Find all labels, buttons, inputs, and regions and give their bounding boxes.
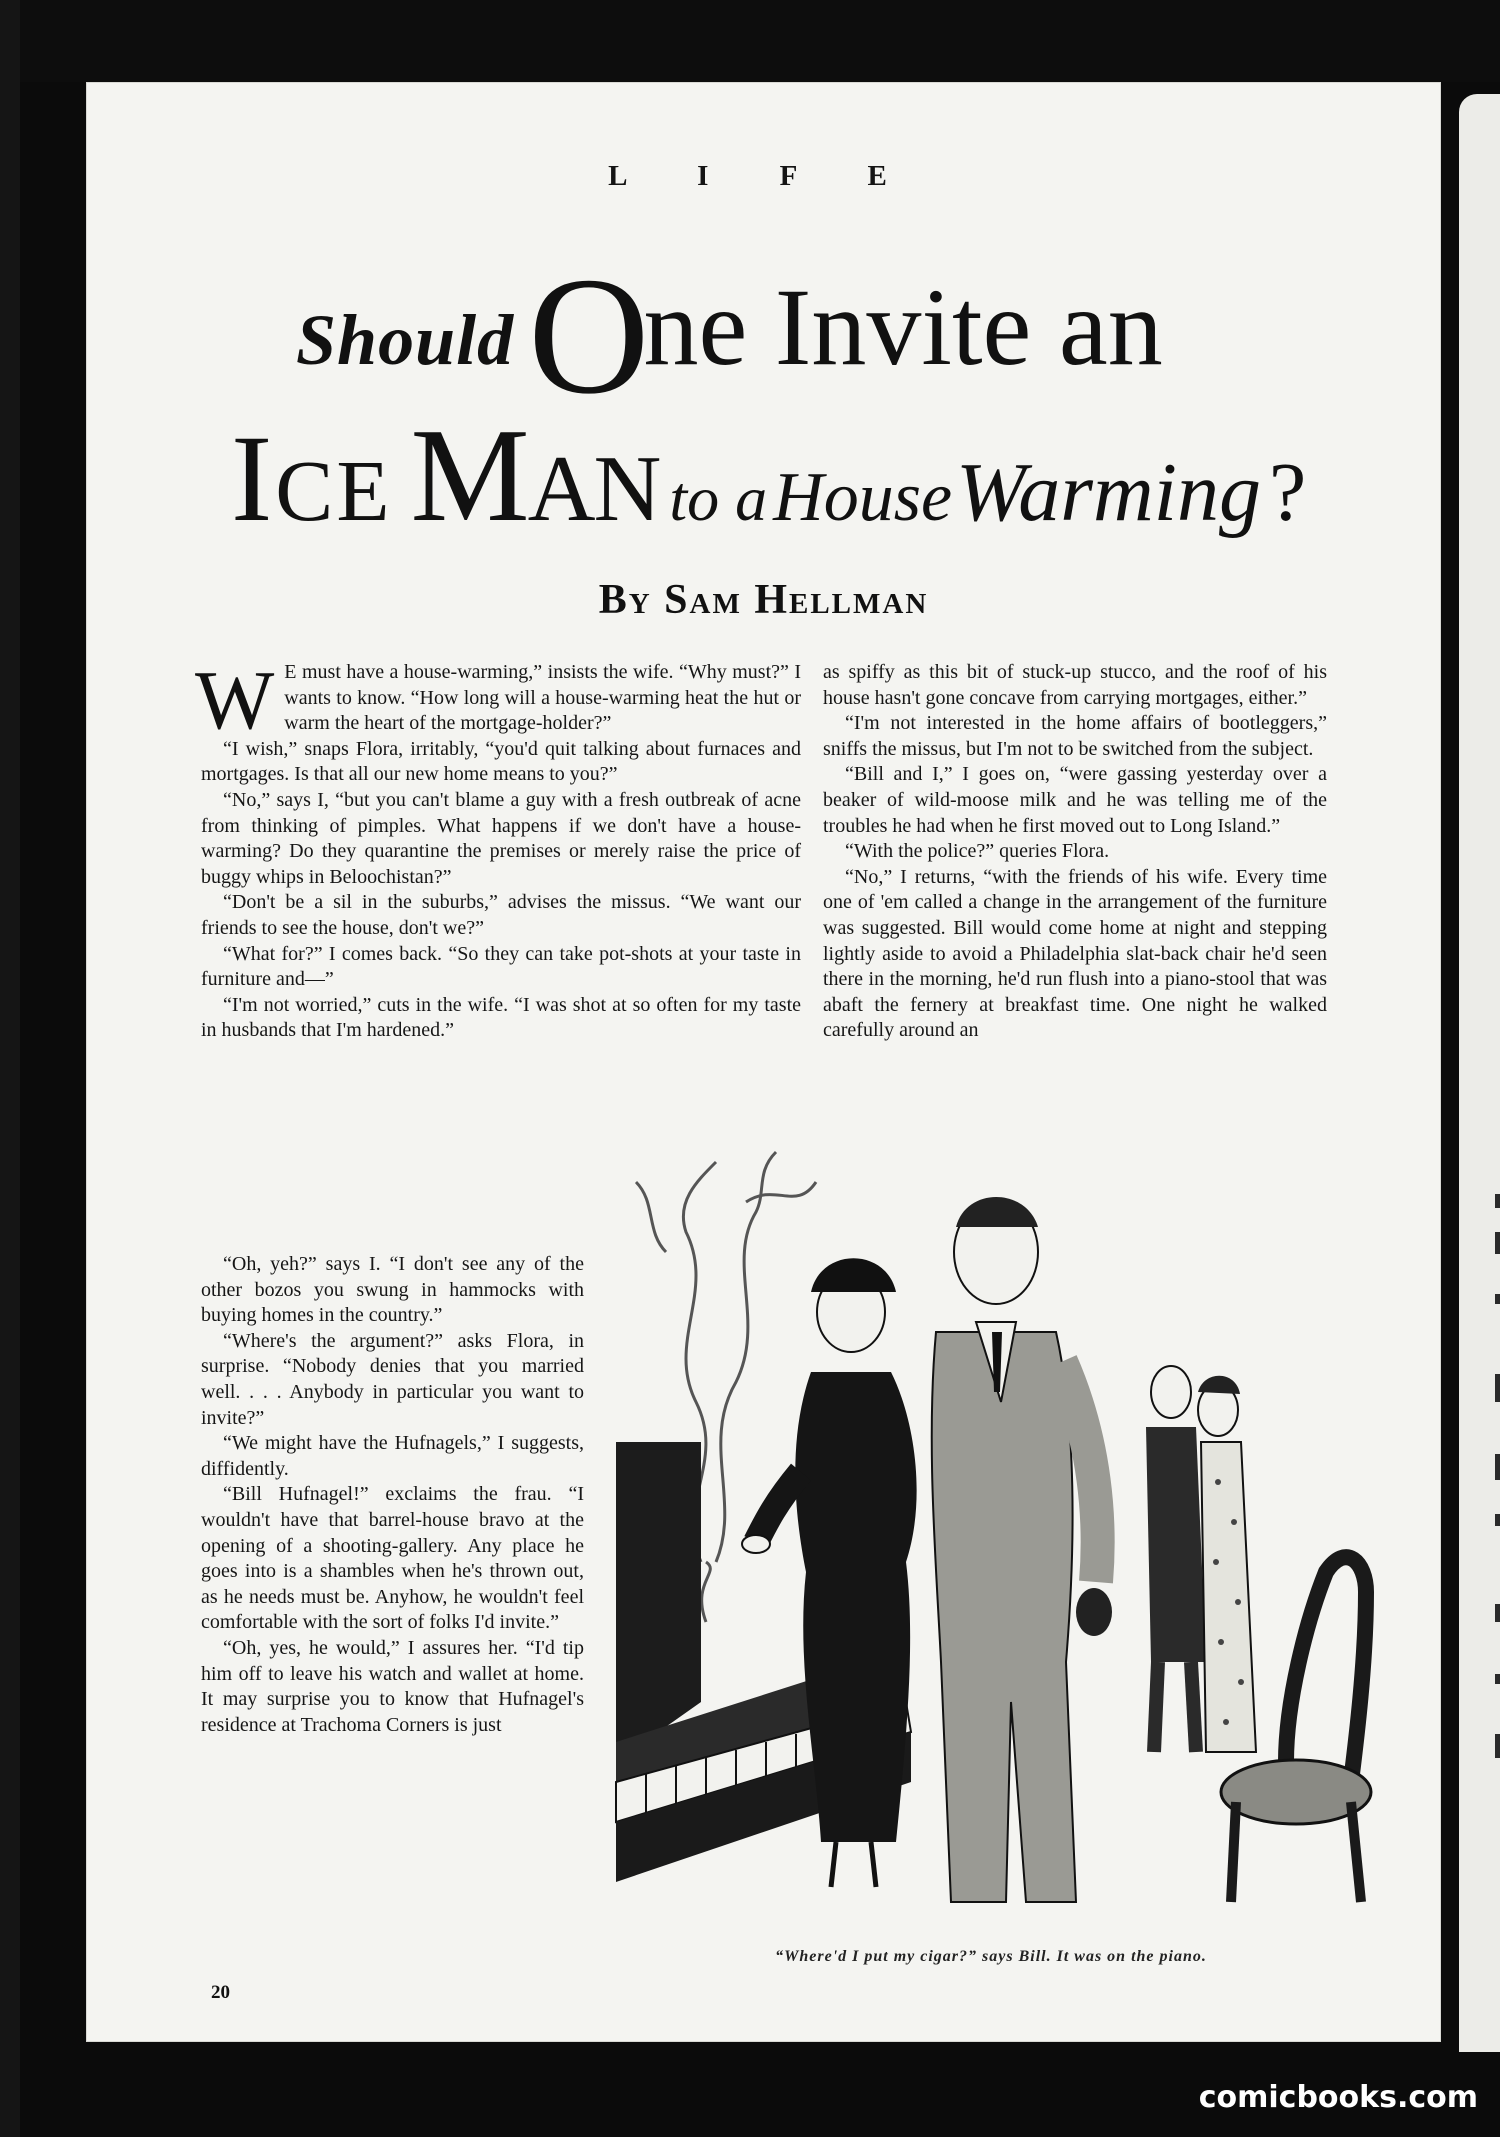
headline-warming: Warming: [956, 446, 1261, 539]
paragraph: “I'm not worried,” cuts in the wife. “I was shot at so often for my taste in husbands that I'm hardened.”: [201, 993, 801, 1042]
headline-house: House: [773, 459, 953, 536]
paragraph: W E must have a house-warming,” insists the wife. “Why must?” I wants to know. “How long will a house-warming heat the hut or warm the heart of the mortgage-holder?”: [195, 654, 801, 747]
headline-to-a: to a: [669, 463, 768, 534]
headline-line-2: [231, 401, 1431, 549]
drop-cap: W: [195, 654, 275, 747]
column-right: [823, 660, 1327, 1044]
headline-ice: Ice: [231, 410, 393, 547]
illustration-caption: “Where'd I put my cigar?” says Bill. It was on the piano.: [775, 1948, 1207, 1965]
paragraph: “Oh, yes, he would,” I assures her. “I'd tip him off to leave his watch and wallet at home. It may surprise you to know that Hufnagel's residence at Trachoma Corners is just: [201, 1636, 584, 1736]
scan-left-edge: [0, 0, 20, 2137]
paragraph: “Bill Hufnagel!” exclaims the frau. “I wouldn't have that barrel-house bravo at the opening of a shooting-gallery. Any place he goes into is a shambles when he's thrown out, as he needs must be. Anyhow, he wouldn't feel comfortable with the sort of folks I'd invite.”: [201, 1483, 584, 1634]
scan-top-edge: [0, 0, 1500, 82]
headline-line-1: [296, 243, 1416, 429]
headline-question-mark: ?: [1269, 446, 1307, 539]
paragraph: “No,” says I, “but you can't blame a guy with a fresh outbreak of acne from thinking of pimples. What happens if we don't have a house-warming? Do they quarantine the premises or merely raise the price of buggy whips in Beloochistan?”: [201, 788, 801, 888]
paragraph: “I wish,” snaps Flora, irritably, “you'd quit talking about furnaces and mortgages. Is that all our new home means to you?”: [201, 737, 801, 786]
paragraph: “Where's the argument?” asks Flora, in surprise. “Nobody denies that you married well. . . . Anybody in particular you want to invite?”: [201, 1329, 584, 1429]
headline-man: Man: [410, 401, 660, 549]
background-couple: [1146, 1366, 1256, 1752]
page-number: 20: [211, 1982, 230, 2003]
headline-should: Should: [296, 300, 515, 380]
magazine-page: [86, 82, 1441, 2042]
column-left-top: [195, 654, 801, 1044]
headline-one-invite: ne Invite an: [643, 266, 1163, 388]
paragraph: “Oh, yeh?” says I. “I don't see any of the other bozos you swung in hammocks with buying homes in the country.”: [201, 1253, 584, 1327]
column-left-bottom: [201, 1252, 584, 1738]
cartoon-illustration: [606, 1142, 1376, 1922]
masthead: L I F E: [608, 160, 919, 192]
man-in-suit: [932, 1197, 1112, 1902]
paragraph: “With the police?” queries Flora.: [845, 840, 1110, 863]
paragraph: as spiffy as this bit of stuck-up stucco, and the roof of his house hasn't gone concave from carrying mortgages, either.”: [823, 661, 1327, 709]
paragraph: “No,” I returns, “with the friends of his wife. Every time one of 'em called a change in the arrangement of the furniture was suggested. Bill would come home at night and stepping lightly aside to avoid a Philadelphia slat-back chair he'd seen there in the morning, he'd run flush into a piano-stool that was abaft the fernery at breakfast time. One night he walked carefully around an: [823, 865, 1327, 1042]
facing-page-edge: [1459, 94, 1500, 2052]
paragraph: “Bill and I,” I goes on, “were gassing yesterday over a beaker of wild-moose milk and he was telling me of the troubles he had when he first moved out to Long Island.”: [823, 763, 1327, 837]
paragraph: “Don't be a sil in the suburbs,” advises the missus. “We want our friends to see the house, don't we?”: [201, 891, 801, 939]
headline-initial-o: O: [528, 243, 644, 429]
watermark: comicbooks.com: [1198, 2080, 1478, 2115]
paragraph: “We might have the Hufnagels,” I suggests, diffidently.: [201, 1432, 584, 1480]
byline: By Sam Hellman: [598, 577, 929, 623]
paragraph: “I'm not interested in the home affairs of bootleggers,” sniffs the missus, but I'm not to be switched from the subject.: [823, 712, 1327, 760]
paragraph: “What for?” I comes back. “So they can take pot-shots at your taste in furniture and—”: [201, 942, 801, 991]
